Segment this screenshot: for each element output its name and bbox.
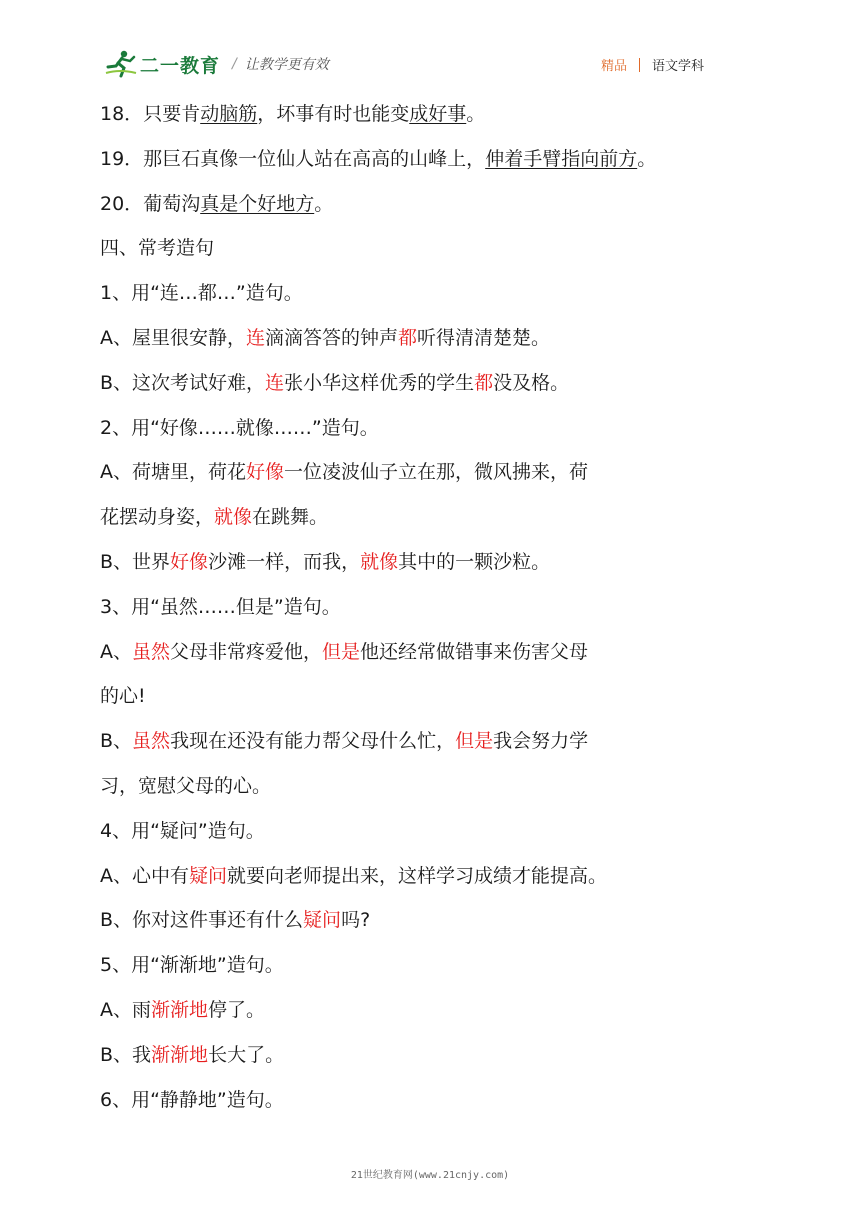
quality-tag: 精品 <box>600 59 627 74</box>
item-number: 20． <box>100 192 144 215</box>
page-header <box>0 0 860 90</box>
text-segment: 滴滴答答的钟声 <box>265 326 399 349</box>
header-separator: / <box>232 56 237 72</box>
highlight-word: 连 <box>246 326 266 349</box>
page-footer: 21世纪教育网(www.21cnjy.com) <box>350 1170 510 1181</box>
text-segment: 父母非常疼爱他， <box>170 640 323 663</box>
highlight-word: 渐渐地 <box>151 1043 209 1066</box>
highlight-word: 就像 <box>214 506 253 529</box>
text-segment: 19．那巨石真像一位仙人站在高高的山峰上， <box>100 147 486 170</box>
text-segment: B、世界 <box>100 550 171 573</box>
highlight-word: 就像 <box>360 550 399 573</box>
section-heading: 四、常考造句 <box>100 237 215 260</box>
text-segment: A、 <box>100 640 132 663</box>
runner-logo-icon <box>104 49 138 79</box>
text-segment: 。 <box>637 147 657 170</box>
text-segment: A、雨 <box>100 998 151 1021</box>
answer-4a <box>100 854 740 899</box>
text-segment: B、这次考试好难， <box>100 371 266 394</box>
answer-4b <box>100 898 740 943</box>
text-segment: 沙滩一样，而我， <box>208 550 361 573</box>
highlight-word: 但是 <box>455 730 494 753</box>
underlined-text: 伸着手臂指向前方 <box>485 147 638 170</box>
brand-slogan: 让教学更有效 <box>244 57 329 73</box>
answer-3a-line2: 的心! <box>100 685 146 708</box>
underlined-text: 真是个好地方 <box>200 192 315 215</box>
item-20 <box>100 182 740 227</box>
text-segment: 。 <box>466 103 486 125</box>
text-segment: A、心中有 <box>100 864 189 887</box>
answer-3b-line2: 习，宽慰父母的心。 <box>100 774 272 797</box>
question-5: 5、用“渐渐地”造句。 <box>100 954 284 977</box>
text-segment: 只要肯 <box>143 103 201 125</box>
question-4: 4、用“疑问”造句。 <box>100 819 265 842</box>
text-segment: 张小华这样优秀的学生 <box>284 371 475 394</box>
item-19 <box>100 137 740 182</box>
highlight-word: 渐渐地 <box>151 998 209 1021</box>
text-segment: 没及格。 <box>493 371 570 394</box>
item-number: 18． <box>100 103 144 125</box>
text-segment: A、屋里很安静， <box>100 326 246 349</box>
question-3: 3、用“虽然……但是”造句。 <box>100 595 341 618</box>
text-segment: 我现在还没有能力帮父母什么忙， <box>170 730 456 753</box>
answer-3b-line1 <box>100 719 740 764</box>
header-right <box>601 55 704 74</box>
text-segment: 我会努力学 <box>493 730 589 753</box>
text-segment: 葡萄沟 <box>143 192 201 215</box>
highlight-word: 虽然 <box>132 640 171 663</box>
highlight-word: 都 <box>398 326 418 349</box>
text-segment: 长大了。 <box>208 1043 285 1066</box>
text-segment: 在跳舞。 <box>252 506 329 529</box>
header-divider <box>639 58 640 72</box>
text-segment: ，坏事有时也能变 <box>257 103 410 125</box>
text-segment: B、 <box>100 730 133 753</box>
brand-name: 二一教育 <box>140 54 221 77</box>
highlight-word: 疑问 <box>189 864 228 887</box>
subject-label: 语文学科 <box>651 59 704 74</box>
text-segment: 听得清清楚楚。 <box>417 326 551 349</box>
underlined-text: 成好事 <box>409 103 467 125</box>
text-segment: 其中的一颗沙粒。 <box>398 550 551 573</box>
answer-5a <box>100 988 740 1033</box>
highlight-word: 疑问 <box>303 909 342 932</box>
text-segment: B、你对这件事还有什么 <box>100 909 304 932</box>
highlight-word: 好像 <box>246 461 285 484</box>
answer-1b <box>100 361 740 406</box>
underlined-text: 动脑筋 <box>200 103 258 125</box>
document-body <box>100 92 740 1122</box>
highlight-word: 好像 <box>170 550 209 573</box>
text-segment: 吗? <box>341 909 371 932</box>
highlight-word: 都 <box>474 371 494 394</box>
highlight-word: 连 <box>265 371 285 394</box>
answer-3a-line1 <box>100 630 740 675</box>
text-segment: 他还经常做错事来伤害父母 <box>360 640 589 663</box>
answer-2b <box>100 540 740 585</box>
answer-1a <box>100 316 740 361</box>
text-segment: B、我 <box>100 1043 152 1066</box>
question-1: 1、用“连…都…”造句。 <box>100 282 303 305</box>
highlight-word: 虽然 <box>132 730 171 753</box>
item-18 <box>100 92 740 137</box>
brand-logo[interactable] <box>104 48 329 80</box>
highlight-word: 但是 <box>322 640 361 663</box>
text-segment: 一位凌波仙子立在那，微风拂来，荷 <box>284 461 589 484</box>
question-6: 6、用“静静地”造句。 <box>100 1088 284 1111</box>
question-2: 2、用“好像……就像……”造句。 <box>100 416 379 439</box>
answer-2a-line2 <box>100 495 740 540</box>
text-segment: 花摆动身姿， <box>100 506 215 529</box>
text-segment: 停了。 <box>208 998 266 1021</box>
text-segment: 就要向老师提出来，这样学习成绩才能提高。 <box>227 864 608 887</box>
text-segment: A、荷塘里，荷花 <box>100 461 246 484</box>
text-segment: 。 <box>314 192 334 215</box>
answer-2a-line1 <box>100 450 740 495</box>
answer-5b <box>100 1033 740 1078</box>
